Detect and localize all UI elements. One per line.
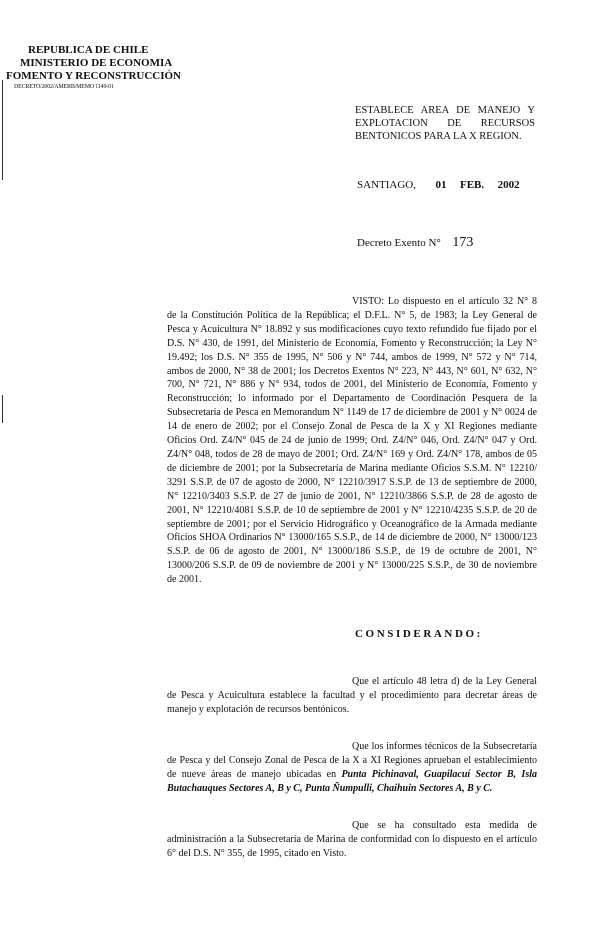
visto-paragraph: [167, 295, 537, 587]
header-country: REPUBLICA DE CHILE: [28, 44, 149, 56]
date-city: SANTIAGO,: [357, 179, 416, 191]
considerando-heading: CONSIDERANDO:: [355, 628, 483, 640]
title-line-2: EXPLOTACION DE RECURSOS: [355, 118, 535, 129]
considerando-paragraph-1: [167, 675, 537, 717]
scan-margin-line-top: [2, 80, 3, 180]
considerando-p2-places: Punta Pichinaval, Guapilacuí Sector B, Isla Butachauques Sectores A, B y C, Punta Ñumpulli, Chaihuin Sectores A, B y C.: [167, 768, 537, 794]
considerando-p2-text: Que los informes técnicos de la Subsecretaría de Pesca y del Consejo Zonal de Pesca de la X a XI Regiones aprueban el establecimiento de nueve áreas de manejo ubicadas en: [167, 741, 537, 780]
date-month: FEB.: [459, 179, 485, 191]
considerando-p1-text: Que el artículo 48 letra d) de la Ley General de Pesca y Acuicultura establece la facultad y el procedimiento para decretar áreas de manejo y explotación de recursos bentónicos.: [167, 676, 537, 715]
decree-number-line: [357, 235, 473, 251]
title-line-1: ESTABLECE AREA DE MANEJO Y: [355, 105, 535, 116]
header-ministry: MINISTERIO DE ECONOMIA: [20, 57, 173, 69]
scan-margin-line-mid: [2, 395, 3, 423]
considerando-p3-text: Que se ha consultado esta medida de administración a la Subsecretaría de Marina de conformidad con lo dispuesto en el artículo 6° del D.S. N° 355, de 1995, citado en Visto.: [167, 820, 537, 859]
visto-text: Lo dispuesto en el artículo 32 N° 8 de la Constitución Política de la República; el D.F.L. N° 5, de 1983; la Ley General de Pesca y Acuicultura N° 18.892 y sus modificaciones cuyo texto refundido fue fijado por el D.S. N° 430, de 1991, del Ministerio de Economía, Fomento y Reconstrucción; la Ley N° 19.492; los D.S. N° 355 de 1995, N° 506 y N° 744, ambos de 1999, N° 572 y N° 714, ambos de 2000, N° 38 de 2001; los Decretos Exentos N° 223, N° 443, N° 601, N° 632, N° 700, N° 721, N° 886 y N° 934, todos de 2001, del Ministerio de Economía, Fomento y Reconstrucción; lo informado por el Departamento de Coordinación Pesquera de la Subsecretaría de Pesca en Memorandum N° 1149 de 17 de diciembre de 2001 y N° 0024 de 14 de enero de 2002; por el Consejo Zonal de Pesca de la X y XI Regiones mediante Oficios Ord. Z4/N° 045 de 24 de junio de 1999; Ord. Z4/N° 046, Ord. Z4/N° 047 y Ord. Z4/N° 048, todos de 28 de mayo de 2001; Ord. Z4/N° 169 y Ord. Z4/N° 178, ambos de 05 de diciembre de 2001; por la Subsecretaría de Marina mediante Oficios S.S.M. N° 12210/ 3291 S.S.P. de 07 de agosto de 2000, N° 12210/3917 S.S.P. de 13 de septiembre de 2000, N° 12210/3403 S.S.P. de 27 de junio de 2001, N° 12210/3866 S.S.P. de 28 de agosto de 2001, N° 12210/4081 S.S.P. de 10 de septiembre de 2001 y N° 12210/4235 S.S.P. de 20 de septiembre de 2001; por el Servicio Hidrográfico y Oceanográfico de la Armada mediante Oficios SHOA Ordinarios N° 13000/165 S.S.P., de 14 de diciembre de 2000, N° 13000/123 S.S.P. de 06 de agosto de 2001, N° 13000/186 S.S.P., de 19 de octubre de 2001, N° 13000/206 S.S.P. de 09 de noviembre de 2001 y N° 13000/225 S.S.P., de 30 de noviembre de 2001.: [167, 296, 538, 586]
header-reference: DECRETO/2002/AMERB/MEMO 1149-01: [14, 84, 114, 90]
decree-label: Decreto Exento N°: [357, 237, 441, 249]
date-day: 01: [435, 179, 447, 191]
date-year: 2002: [497, 179, 520, 191]
header-ministry-sub: FOMENTO Y RECONSTRUCCIÓN: [6, 70, 181, 82]
decree-number: 173: [452, 235, 474, 250]
considerando-paragraph-2: [167, 740, 537, 796]
decree-date: [357, 179, 520, 191]
title-line-3: BENTONICOS PARA LA X REGION.: [355, 131, 522, 142]
decree-title: [355, 104, 535, 143]
considerando-paragraph-3: [167, 819, 537, 861]
visto-lead: VISTO:: [352, 296, 385, 307]
